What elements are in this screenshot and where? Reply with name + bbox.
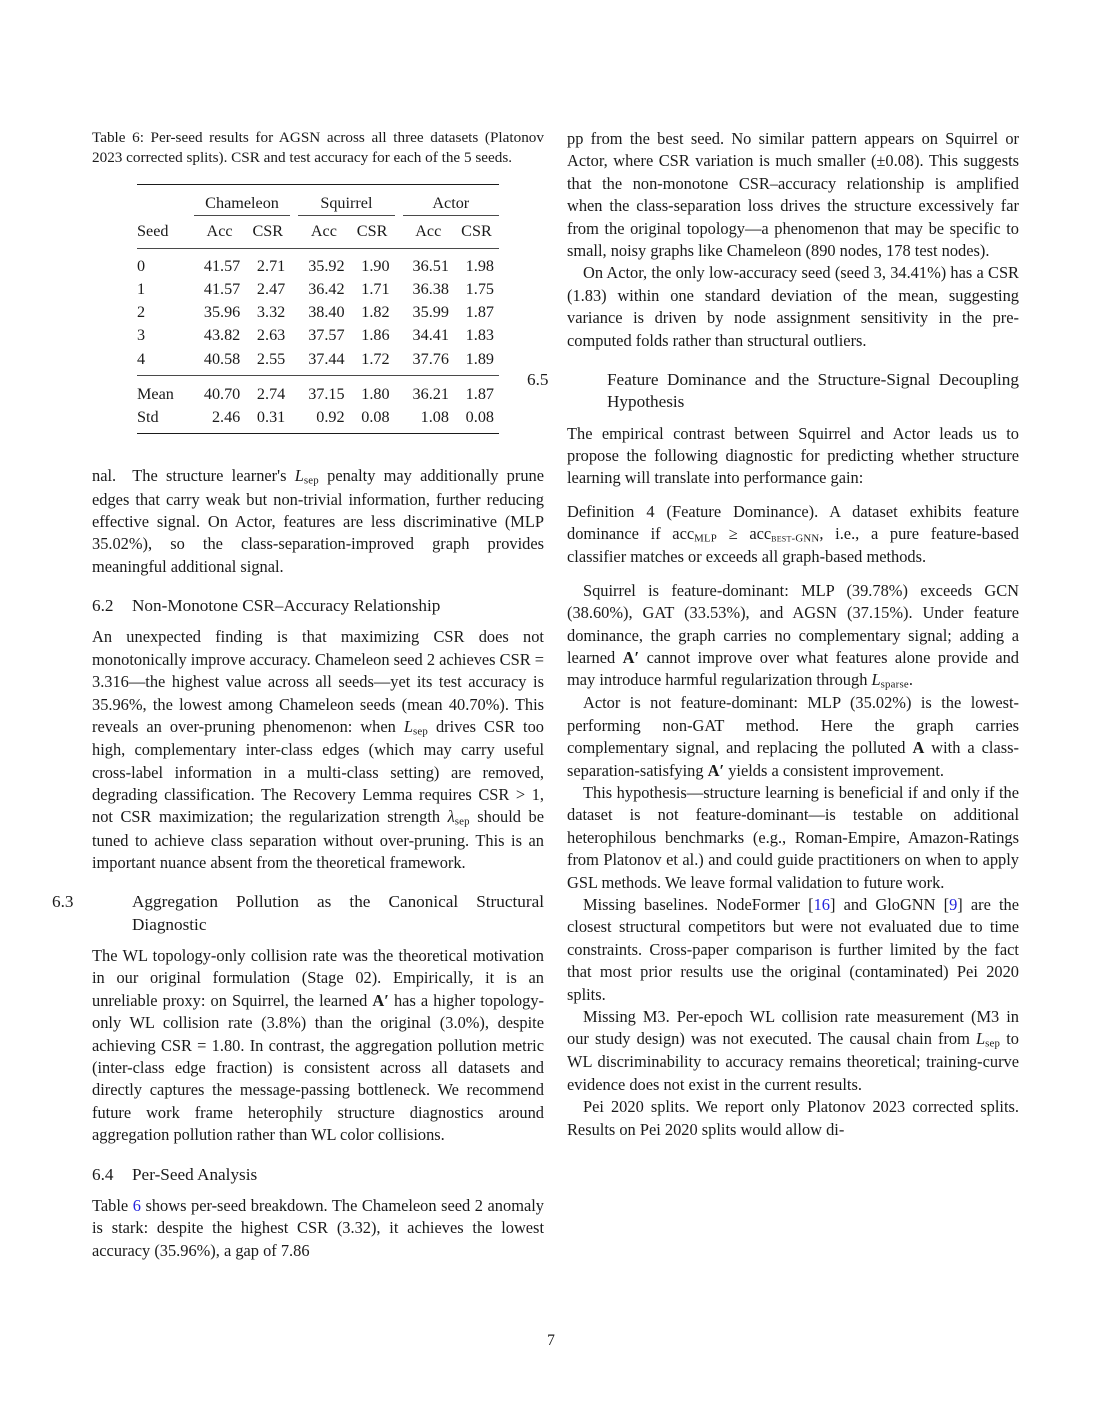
text-fragment: drives CSR too high, complementary inter-class edges (which may carry useful cross-label information in a multi-class setting) are removed, degrading classification. The Recovery Lemma requires CSR > 1, not CSR maximization; the regularization strength	[92, 717, 544, 827]
col-header-squi-acc: Acc	[310, 222, 337, 241]
cell-value: 1.80	[361, 384, 390, 403]
paragraph-missing-m3	[567, 1006, 1019, 1096]
math-matrix-a-prime: A′	[622, 647, 640, 667]
table-subheader-row	[137, 216, 499, 243]
text-fragment: cannot improve over what features alone provide and may introduce harmful regularization through	[567, 647, 1019, 690]
cell-seed: 0	[137, 257, 146, 276]
col-header-seed: Seed	[137, 221, 169, 240]
cell-value: 1.98	[465, 257, 494, 276]
cell-value: 41.57	[203, 257, 241, 276]
section-title: Feature Dominance and the Structure-Signal Decoupling Hypothesis	[607, 369, 1019, 412]
col-header-squi-csr: CSR	[356, 222, 388, 241]
text-fragment: ] are the closest structural competitors but were not evaluated due to time constraints. Cross-paper comparison is further limited by the fact that most prior results use the original (contaminated) Pei 2020 splits.	[567, 894, 1020, 1004]
cell-value: 2.71	[256, 257, 286, 276]
text-fragment: should be tuned to achieve class separation without over-pruning. This is an important nuance absent from the theoretical framework.	[92, 807, 544, 872]
cell-value: 0.08	[465, 407, 494, 426]
cell-value: 1.86	[361, 326, 390, 345]
cell-value: 37.44	[308, 349, 345, 368]
paragraph-per-seed	[92, 1195, 544, 1262]
cell-value: 1.87	[465, 384, 494, 403]
cell-value: 1.83	[465, 326, 494, 345]
cell-value: 36.21	[412, 384, 449, 403]
math-matrix-a-prime: A′	[372, 990, 389, 1010]
section-number: 6.4	[92, 1164, 114, 1184]
math-matrix-a: A	[912, 738, 925, 758]
paragraph-actor-not-feature-dominant	[567, 692, 1019, 782]
cell-seed: 3	[137, 326, 146, 345]
text-fragment: acc	[749, 524, 772, 544]
text-fragment: ] and GloGNN [	[830, 894, 950, 914]
per-seed-results-table	[137, 184, 499, 435]
cell-value: 0.92	[316, 407, 345, 426]
col-header-actor-acc: Acc	[415, 222, 442, 241]
section-heading-6-2	[92, 595, 544, 617]
cell-value: 1.08	[420, 407, 449, 426]
section-heading-6-4	[92, 1164, 544, 1186]
text-fragment: shows per-seed breakdown. The Chameleon seed 2 anomaly is stark: despite the highest CSR (3.32), it achieves the lowest accuracy (35.96%), a gap of 7.86	[92, 1195, 544, 1260]
group-header-squirrel: Squirrel	[298, 191, 394, 215]
paragraph-on-actor: On Actor, the only low-accuracy seed (seed 3, 34.41%) has a CSR (1.83) within one standard deviation of the mean, suggesting variance is driven by node assignment sensitivity in the pre-computed folds rather than structural outliers.	[567, 263, 1019, 350]
text-fragment: with a class-separation-satisfying	[567, 738, 1019, 780]
math-loss-sparse: $L_{sparse}$	[871, 670, 909, 691]
text-fragment: to WL discriminability to accuracy remains theoretical; training-curve evidence does not exist in the current results.	[567, 1029, 1019, 1094]
section-number: 6.2	[92, 596, 114, 616]
cell-value: 1.72	[361, 349, 390, 368]
section-title: Non-Monotone CSR–Accuracy Relationship	[132, 596, 441, 616]
right-column	[527, 128, 1020, 1141]
cell-value: 2.47	[256, 280, 286, 299]
text-fragment: The WL topology-only collision rate was the theoretical motivation in our original formulation (Stage 02). Empirically, it is an unreliable proxy: on Squirrel, the learned	[92, 946, 544, 1010]
section-title: Aggregation Pollution as the Canonical Structural Diagnostic	[132, 892, 544, 934]
text-fragment: yields a consistent improvement.	[728, 760, 945, 780]
cell-value: 37.15	[308, 384, 345, 403]
table-bottomrule	[137, 434, 499, 436]
cell-seed: 1	[137, 280, 146, 299]
left-column	[52, 128, 544, 1262]
relation-symbol: ≥	[728, 524, 738, 544]
cell-value: 2.46	[211, 407, 241, 426]
cell-value: 43.82	[203, 326, 241, 345]
cell-value: 2.63	[256, 326, 286, 345]
col-header-cham-csr: CSR	[252, 222, 284, 241]
text-fragment: penalty may additionally prune edges that carry weak but non-trivial information, further reducing effective signal. On Actor, features are less discriminative (MLP 35.02%), so the class-separation-improved graph provides meaningful additional signal.	[92, 466, 544, 576]
cell-value: 1.89	[465, 349, 494, 368]
group-header-chameleon: Chameleon	[194, 191, 290, 215]
table-reference-link[interactable]: 6	[132, 1195, 141, 1215]
paragraph-hypothesis: This hypothesis—structure learning is beneficial if and only if the dataset is not feature-dominant—is testable on additional heterophilous benchmarks (e.g., Roman-Empire, Amazon-Ratings from Platonov et al.) and could guide practitioners on when to apply GSL methods. We leave formal validation to future work.	[567, 782, 1019, 892]
math-lambda-sep: $\lambda_{sep}$	[447, 807, 470, 828]
paragraph-pei-2020-splits: Pei 2020 splits. We report only Platonov 2023 corrected splits. Results on Pei 2020 splits would allow di-	[567, 1097, 1019, 1139]
table-row-summary	[137, 382, 499, 405]
table-row	[137, 255, 499, 278]
group-header-actor: Actor	[403, 191, 499, 215]
cell-value: 38.40	[308, 303, 345, 322]
cell-label-mean: Mean	[137, 384, 174, 403]
cell-value: 0.08	[361, 407, 390, 426]
paragraph-aggregation-pollution	[92, 945, 544, 1147]
cell-value: 2.55	[256, 349, 286, 368]
section-number: 6.5	[527, 369, 549, 389]
cell-value: 3.32	[256, 303, 286, 322]
text-fragment: Missing baselines. NodeFormer [	[583, 894, 814, 914]
col-header-actor-csr: CSR	[461, 222, 492, 241]
text-fragment: Squirrel is feature-dominant: MLP (39.78%) exceeds GCN (38.60%), GAT (33.53%), and AGSN (37.15%). Under feature dominance, the graph carries no complementary signal; adding a learned	[567, 580, 1019, 667]
cell-value: 1.87	[465, 303, 494, 322]
table-6-wrapper	[137, 184, 499, 435]
cell-value: 1.75	[465, 280, 494, 299]
math-loss-sep: $L_{sep}$	[294, 466, 319, 487]
text-fragment: , i.e., a pure feature-based classifier matches or exceeds all graph-based methods.	[567, 524, 1019, 567]
subscript-mlp: MLP	[694, 532, 717, 545]
text-fragment: Table	[92, 1195, 129, 1215]
cell-value: 41.57	[203, 280, 241, 299]
paragraph-missing-baselines	[567, 894, 1019, 1006]
cell-value: 36.51	[412, 257, 449, 276]
cell-value: 40.58	[203, 349, 241, 368]
cell-value: 40.70	[203, 384, 241, 403]
section-heading-6-3	[52, 891, 544, 936]
cell-value: 36.38	[412, 280, 449, 299]
table-row	[137, 324, 499, 347]
paragraph-continued-signal	[92, 465, 544, 578]
citation-link-16[interactable]: 16	[813, 894, 830, 914]
text-fragment: Definition 4 (Feature Dominance). A dataset exhibits feature dominance if acc	[567, 501, 1019, 544]
math-loss-sep: $L_{sep}$	[403, 717, 428, 738]
paragraph-squirrel-feature-dominant	[567, 580, 1019, 693]
text-fragment: Missing M3. Per-epoch WL collision rate measurement (M3 in our study design) was not executed. The causal chain from	[567, 1006, 1019, 1049]
cell-value: 36.42	[308, 280, 345, 299]
cell-value: 0.31	[256, 407, 286, 426]
cell-value: 37.57	[308, 326, 345, 345]
text-fragment: .	[908, 670, 913, 690]
table-row	[137, 278, 499, 301]
cell-label-std: Std	[137, 407, 159, 426]
math-loss-sep: $L_{sep}$	[975, 1029, 1001, 1050]
cell-value: 34.41	[412, 326, 449, 345]
cell-value: 35.96	[203, 303, 241, 322]
col-header-cham-acc: Acc	[206, 222, 233, 241]
cell-seed: 2	[137, 303, 146, 322]
cell-value: 1.90	[361, 257, 390, 276]
cell-seed: 4	[137, 349, 146, 368]
table-caption: Table 6: Per-seed results for AGSN across all three datasets (Platonov 2023 corrected splits). CSR and test accuracy for each of the 5 seeds.	[92, 129, 544, 167]
cell-value: 35.92	[308, 257, 345, 276]
table-row	[137, 301, 499, 324]
citation-link-9[interactable]: 9	[949, 894, 958, 914]
page-number: 7	[547, 1332, 555, 1349]
definition-4-feature-dominance	[567, 501, 1019, 569]
section-number: 6.3	[52, 892, 74, 912]
math-matrix-a-prime: A′	[707, 760, 725, 780]
paragraph-empirical-contrast: The empirical contrast between Squirrel and Actor leads us to propose the following diagnostic for predicting whether structure learning will translate into performance gain:	[567, 423, 1019, 488]
cell-value: 2.74	[256, 384, 286, 403]
table-group-header-row	[137, 191, 499, 215]
subscript-best-gnn: best-GNN	[771, 532, 820, 545]
paragraph-non-monotone	[92, 626, 544, 874]
text-fragment: The structure learner's	[132, 466, 287, 486]
cell-value: 1.71	[361, 280, 390, 299]
cell-value: 35.99	[412, 303, 449, 322]
section-heading-6-5	[527, 369, 1019, 414]
paragraph-continued-pp: pp from the best seed. No similar pattern appears on Squirrel or Actor, where CSR variation is much smaller (±0.08). This suggests that the non-monotone CSR–accuracy relationship is amplified when the class-separation loss drives the structure excessively far from the original topology—a phenomenon that may be specific to small, noisy graphs like Chameleon (890 nodes, 178 test nodes).	[567, 129, 1019, 260]
table-row	[137, 347, 499, 370]
text-fragment: Actor is not feature-dominant: MLP (35.02%) is the lowest-performing non-GAT method. Here the graph carries complementary signal, and replacing the polluted	[567, 693, 1019, 758]
section-title: Per-Seed Analysis	[132, 1164, 258, 1184]
cell-value: 1.82	[361, 303, 390, 322]
table-row-summary	[137, 405, 499, 428]
cell-value: 37.76	[412, 349, 449, 368]
text-fragment: nal.	[92, 466, 117, 486]
text-fragment: An unexpected finding is that maximizing CSR does not monotonically improve accuracy. Chameleon seed 2 achieves CSR = 3.316—the highest value across all seeds—yet its test accuracy is 35.96%, the lowest among Chameleon seeds (mean 40.70%). This reveals an over-pruning phenomenon: when	[92, 627, 544, 737]
text-fragment: has a higher topology-only WL collision rate (3.8%) than the original (3.0%), despite achieving CSR = 1.80. In contrast, the aggregation pollution metric (inter-class edge fraction) is consistent across all datasets and directly captures the message-passing bottleneck. We recommend future work frame heterophily structure diagnostics around aggregation pollution rather than WL color collisions.	[92, 990, 544, 1145]
